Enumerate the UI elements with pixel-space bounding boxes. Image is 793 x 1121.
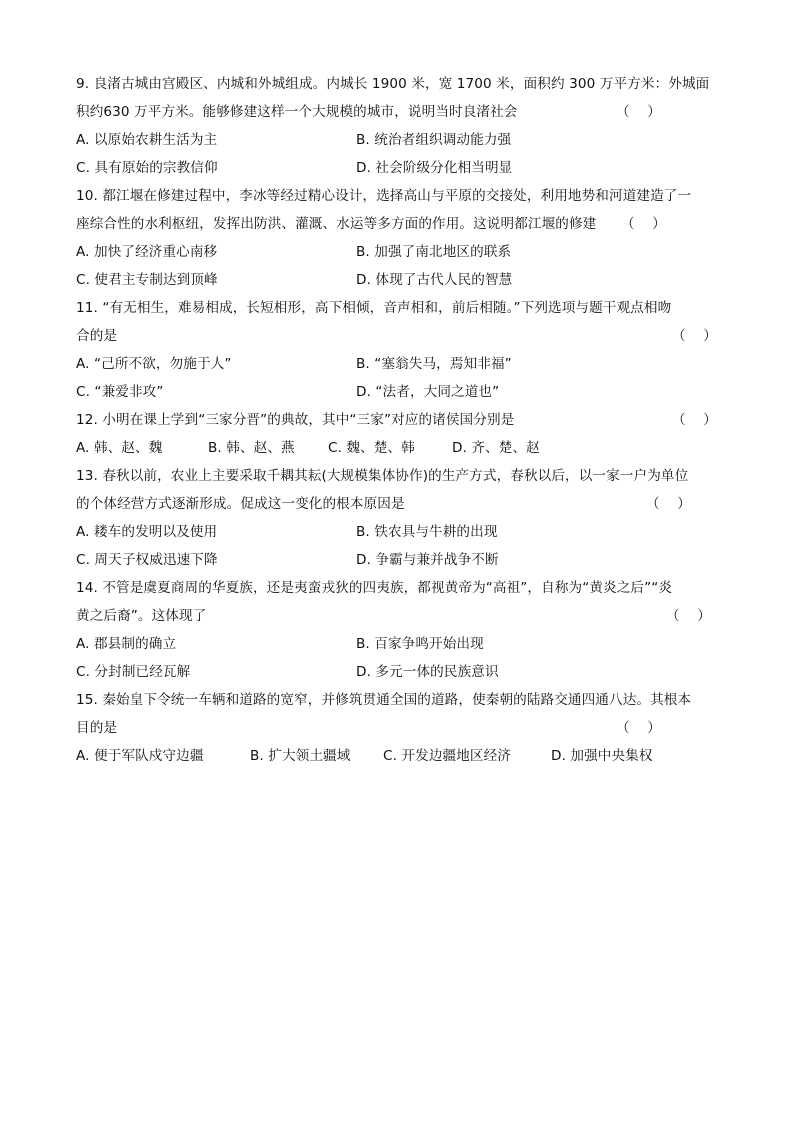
- option-c: C. 开发边疆地区经济: [383, 748, 511, 764]
- answer-blank: （ ）: [671, 328, 717, 344]
- option-b: B. 韩、赵、燕: [208, 440, 295, 456]
- question-stem-line: 目的是: [76, 720, 118, 736]
- option-a: A. 便于军队戍守边疆: [76, 748, 204, 764]
- question-stem-line: 15. 秦始皇下令统一车辆和道路的宽窄，并修筑贯通全国的道路，使秦朝的陆路交通四通八达。其根本: [76, 692, 692, 708]
- question-stem-line: 座综合性的水利枢纽，发挥出防洪、灌溉、水运等多方面的作用。这说明都江堰的修建: [76, 216, 597, 232]
- option-a: A. 韩、赵、魏: [76, 440, 163, 456]
- option-a: A. 耧车的发明以及使用: [76, 524, 218, 540]
- option-a: A. 以原始农耕生活为主: [76, 132, 218, 148]
- option-d: D. “法者，大同之道也”: [356, 384, 500, 400]
- option-c: C. 使君主专制达到顶峰: [76, 272, 218, 288]
- question-stem-line: 黄之后裔”。这体现了: [76, 608, 207, 624]
- option-b: B. 扩大领土疆域: [250, 748, 351, 764]
- question-stem-line: 11. “有无相生，难易相成，长短相形，高下相倾，音声相和，前后相随。”下列选项与题干观点相吻: [76, 300, 672, 316]
- answer-blank: （ ）: [665, 608, 711, 624]
- option-b: B. 铁农具与牛耕的出现: [356, 524, 498, 540]
- question-stem-line: 9. 良渚古城由宫殿区、内城和外城组成。内城长 1900 米，宽 1700 米，面积约 300 万平方米：外城面: [76, 76, 710, 92]
- question-14: [76, 574, 721, 686]
- question-stem-line: 10. 都江堰在修建过程中，李冰等经过精心设计，选择高山与平原的交接处，利用地势和河道建造了一: [76, 188, 692, 204]
- option-c: C. 具有原始的宗教信仰: [76, 160, 218, 176]
- option-b: B. “塞翁失马，焉知非福”: [356, 356, 512, 372]
- option-a: A. 加快了经济重心南移: [76, 244, 218, 260]
- answer-blank: （ ）: [645, 496, 691, 512]
- option-c: C. 周天子权威迅速下降: [76, 552, 218, 568]
- option-d: D. 加强中央集权: [551, 748, 653, 764]
- question-11: [76, 294, 721, 406]
- question-12: [76, 406, 721, 462]
- option-d: D. 社会阶级分化相当明显: [356, 160, 513, 176]
- answer-blank: （ ）: [615, 720, 661, 736]
- question-stem-line: 积约630 万平方米。能够修建这样一个大规模的城市，说明当时良渚社会: [76, 104, 518, 120]
- question-10: [76, 182, 721, 294]
- question-9: [76, 70, 721, 182]
- option-c: C. 魏、楚、韩: [328, 440, 415, 456]
- option-d: D. 多元一体的民族意识: [356, 664, 499, 680]
- answer-blank: （ ）: [671, 412, 717, 428]
- option-b: B. 加强了南北地区的联系: [356, 244, 512, 260]
- option-a: A. “己所不欲，勿施于人”: [76, 356, 232, 372]
- question-stem-line: 14. 不管是虞夏商周的华夏族，还是夷蛮戎狄的四夷族，都视黄帝为“高祖”，自称为“黄炎之后”“炎: [76, 580, 673, 596]
- question-stem-line: 的个体经营方式逐渐形成。促成这一变化的根本原因是: [76, 496, 405, 512]
- question-15: [76, 686, 721, 770]
- option-c: C. 分封制已经瓦解: [76, 664, 191, 680]
- option-d: D. 体现了古代人民的智慧: [356, 272, 513, 288]
- option-a: A. 郡县制的确立: [76, 636, 177, 652]
- option-d: D. 齐、楚、赵: [452, 440, 540, 456]
- question-13: [76, 462, 721, 574]
- question-stem-line: 合的是: [76, 328, 118, 344]
- answer-blank: （ ）: [615, 104, 661, 120]
- option-b: B. 百家争鸣开始出现: [356, 636, 484, 652]
- option-c: C. “兼爱非攻”: [76, 384, 164, 400]
- question-stem-line: 12. 小明在课上学到“三家分晋”的典故，其中“三家”对应的诸侯国分别是: [76, 412, 515, 428]
- option-d: D. 争霸与兼并战争不断: [356, 552, 499, 568]
- question-stem-line: 13. 春秋以前，农业上主要采取千耦其耘(大规模集体协作)的生产方式，春秋以后，以一家一户为单位: [76, 468, 689, 484]
- answer-blank: （ ）: [620, 216, 666, 232]
- option-b: B. 统治者组织调动能力强: [356, 132, 512, 148]
- question-list: [76, 70, 721, 770]
